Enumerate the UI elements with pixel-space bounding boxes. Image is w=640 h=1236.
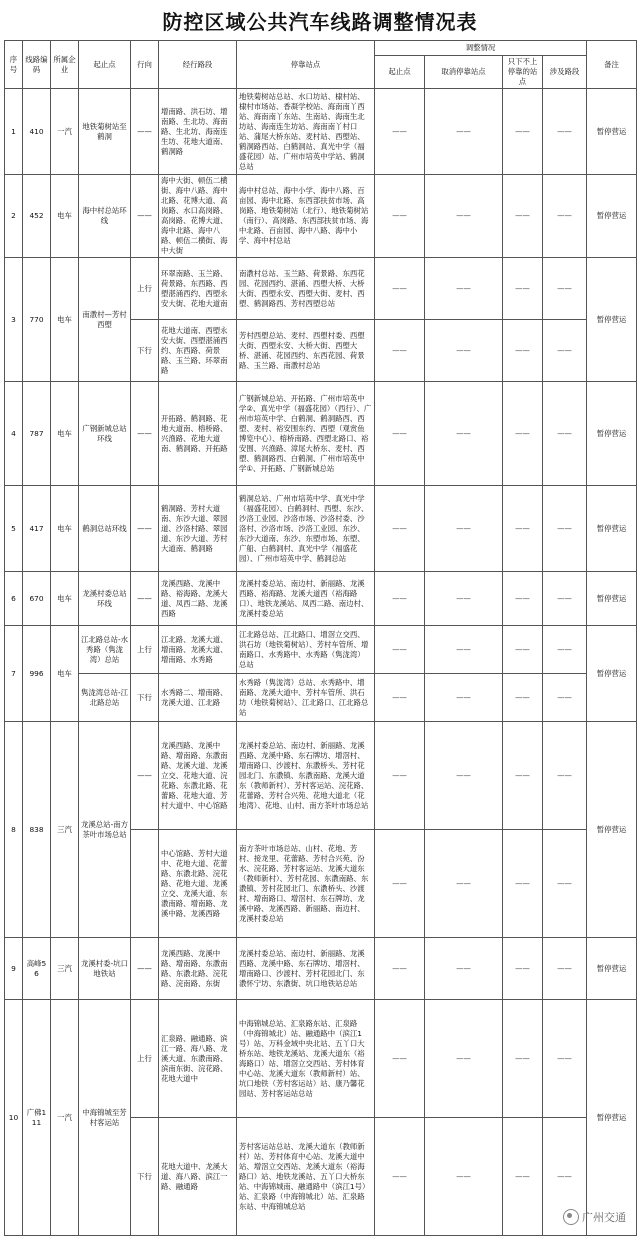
cell-route: 海中大街、顿伍二横街、海中八路、海中北路、花博大道、高岗路、水口高岗路、高岗路、花博大道、海中北路、海中八路、顿伍二横街、海中大街: [159, 175, 237, 258]
cell-adj-start-end: ——: [375, 89, 425, 175]
cell-company: 电车: [51, 572, 79, 626]
cell-code: 996: [23, 626, 51, 722]
cell-code: 787: [23, 382, 51, 486]
cell-company: 电车: [51, 382, 79, 486]
cell-road: ——: [543, 89, 587, 175]
cell-route: 花地大道南、西塱永安大街、西塱湛涌西约、东西路、荷景路、玉兰路、环翠南路: [159, 320, 237, 382]
cell-seq: 1: [5, 89, 23, 175]
cell-board-only: ——: [503, 1118, 543, 1236]
cell-adj-start-end: ——: [375, 320, 425, 382]
table-row: [5, 382, 637, 486]
cell-remark: 暂停营运: [587, 626, 637, 722]
cell-seq: 2: [5, 175, 23, 258]
cell-stops: 芳村客运站总站、龙溪大道东（教师新村）站、芳村体育中心站、龙溪大道中站、增滘立交西站、龙溪大道东（裕海路口）站、地铁龙溪站、五丫口大桥东站、中海锦城南、融通路中（滨江1号）站、汇泉路（中海锦城北）站、汇泉路东站、中海锦城总站: [237, 1118, 375, 1236]
cell-road: ——: [543, 1000, 587, 1118]
cell-company: 一汽: [51, 1000, 79, 1236]
cell-road: ——: [543, 175, 587, 258]
cell-cancel-stops: ——: [425, 626, 503, 674]
cell-board-only: ——: [503, 572, 543, 626]
cell-stops: 龙溪村委总站、南边村、新丽路、龙溪西路、龙溪中路、东石牌坊、增滘村、增南路口、沙渡村、东漖桥头、芳村花园北门、东漖镇、东漖南路、龙溪大道东（教师新村）、芳村客运站、浣花路、花蕾路、芳村合兴苑、花地大道北（花地湾）、花地、山村、南方茶叶市场总站: [237, 722, 375, 830]
cell-direction: ——: [131, 938, 159, 1000]
cell-seq: 8: [5, 722, 23, 938]
cell-stops: 南方茶叶市场总站、山村、花地、芳村、接龙里、花蕾路、芳村合兴苑、汾水、浣花路、芳村客运站、龙溪大道东（教师新村）、芳村花园、东漖南路、东漖镇、芳村花园北门、东漖桥头、沙渡村、增南路口、增滘村、东石牌坊、龙溪中路、龙溪西路、新丽路、南边村、龙溪村委总站: [237, 830, 375, 938]
cell-route: 汇泉路、融通路、滨江一路、海八路、龙溪大道、东漖南路、滨南东街、浣花路、花地大道中: [159, 1000, 237, 1118]
cell-endpoints: 鹤洞总站环线: [79, 486, 131, 572]
cell-direction: 下行: [131, 320, 159, 382]
cell-route: 水秀路二、增南路、龙溪大道、江北路: [159, 674, 237, 722]
cell-direction: ——: [131, 89, 159, 175]
cell-stops: 南漖村总站、玉兰路、荷景路、东西花园、花园西约、湛涌、西塱大桥、大桥大街、西塱永安、西塱大街、麦村、西塱、鹤洞路西、芳村西塱总站: [237, 258, 375, 320]
cell-company: 一汽: [51, 89, 79, 175]
cell-code: 417: [23, 486, 51, 572]
table-row: [5, 258, 637, 320]
header-remark: 备注: [587, 41, 637, 89]
cell-cancel-stops: ——: [425, 722, 503, 830]
cell-seq: 9: [5, 938, 23, 1000]
table-row: [5, 674, 637, 722]
table-row: [5, 722, 637, 830]
cell-remark: 暂停营运: [587, 89, 637, 175]
cell-seq: 6: [5, 572, 23, 626]
cell-code: 410: [23, 89, 51, 175]
cell-cancel-stops: ——: [425, 1000, 503, 1118]
cell-endpoints: 广钢新城总站环线: [79, 382, 131, 486]
cell-stops: 海中村总站、海中小学、海中八路、百亩园、海中北路、东西部扶贫市场、高岗路、地铁菊树站（北行）、地铁菊树站（南行）、高岗路、东西部扶贫市场、海中北路、百亩园、海中八路、海中小学、海中村总站: [237, 175, 375, 258]
route-adjustment-table: [4, 40, 637, 1236]
cell-route: 增南路、洪石坊、增南路、生北坊、海南路、生北坊、海南连生坊、花地大道南、鹤洞路: [159, 89, 237, 175]
cell-remark: 暂停营运: [587, 938, 637, 1000]
table-row: [5, 1000, 637, 1118]
cell-adj-start-end: ——: [375, 572, 425, 626]
cell-remark: 暂停营运: [587, 486, 637, 572]
cell-stops: 芳村西塱总站、麦村、西塱村委、西塱大街、西塱永安、大桥大街、西塱大桥、湛涌、花园西约、东西花园、荷景路、玉兰路、南漖村总站: [237, 320, 375, 382]
cell-route: 龙溪西路、龙溪中路、裕海路、龙溪大道、凤西二路、龙溪西路: [159, 572, 237, 626]
cell-cancel-stops: ——: [425, 572, 503, 626]
cell-seq: 10: [5, 1000, 23, 1236]
cell-remark: 暂停营运: [587, 572, 637, 626]
cell-adj-start-end: ——: [375, 938, 425, 1000]
cell-stops: 地铁菊树站总站、水口坊站、棣村站、棣村市场站、香凝学校站、海南南丫西站、海南南丫东站、生南站、海南生北坊站、海南连生坊站、海南南丫村口站、蒲尾大桥东站、麦村站、西塱站、鹤洞路西站、白鹤洞站、真光中学（福盛花园）站、广州市培英中学站、鹤洞总站: [237, 89, 375, 175]
cell-board-only: ——: [503, 626, 543, 674]
cell-stops: 龙溪村委总站、南边村、新丽路、龙溪西路、裕海路、龙溪大道西（裕海路口）、地铁龙溪站、凤西二路、南边村、龙溪村委总站: [237, 572, 375, 626]
cell-adj-start-end: ——: [375, 258, 425, 320]
cell-direction: 上行: [131, 1000, 159, 1118]
cell-road: ——: [543, 626, 587, 674]
table-row: [5, 626, 637, 674]
header-start-end: 起止点: [79, 41, 131, 89]
cell-route: 江北路、龙溪大道、增南路、龙溪大道、增南路、水秀路: [159, 626, 237, 674]
cell-road: ——: [543, 320, 587, 382]
cell-company: 电车: [51, 626, 79, 722]
cell-road: ——: [543, 938, 587, 1000]
cell-cancel-stops: ——: [425, 1118, 503, 1236]
cell-road: ——: [543, 722, 587, 830]
cell-cancel-stops: ——: [425, 89, 503, 175]
cell-endpoints: 隽泷湾总站-江北路总站: [79, 674, 131, 722]
cell-adj-start-end: ——: [375, 486, 425, 572]
cell-remark: 暂停营运: [587, 1000, 637, 1236]
table-body: [5, 89, 637, 1236]
cell-board-only: ——: [503, 175, 543, 258]
table-row: [5, 486, 637, 572]
cell-board-only: ——: [503, 486, 543, 572]
header-adj-start-end: 起止点: [375, 56, 425, 89]
cell-adj-start-end: ——: [375, 674, 425, 722]
header-company: 所属企业: [51, 41, 79, 89]
cell-code: 高峰56: [23, 938, 51, 1000]
cell-board-only: ——: [503, 89, 543, 175]
cell-adj-start-end: ——: [375, 175, 425, 258]
cell-endpoints: 龙溪村委总站环线: [79, 572, 131, 626]
cell-stops: 龙溪村委总站、南边村、新丽路、龙溪西路、龙溪中路、东石牌坊、增滘村、增南路口、沙渡村、芳村花园北门、东漖怀宁坊、东漖街、坑口地铁站总站: [237, 938, 375, 1000]
cell-remark: 暂停营运: [587, 722, 637, 938]
cell-seq: 3: [5, 258, 23, 382]
cell-adj-start-end: ——: [375, 830, 425, 938]
table-row: [5, 175, 637, 258]
cell-stops: 水秀路（隽泷湾）总站、水秀路中、增南路、龙溪大道中、芳村车管所、洪石坊（地铁菊树站）、江北路口、江北路总站: [237, 674, 375, 722]
cell-cancel-stops: ——: [425, 674, 503, 722]
cell-road: ——: [543, 258, 587, 320]
cell-direction: 下行: [131, 1118, 159, 1236]
header-board-only: 只下不上停靠的站点: [503, 56, 543, 89]
cell-remark: 暂停营运: [587, 258, 637, 382]
cell-stops: 鹤洞总站、广州市培英中学、真光中学（福盛花园）、白鹤洞村、西塱、东沙、沙洛工业园、沙洛市场、沙洛村委、沙洛村、沙洛市场、沙洛工业园、东沙、东沙大道南、东沙、东塱市场、东塱、广船、白鹤洞村、真光中学（福盛花园）、广州市培英中学、鹤洞总站: [237, 486, 375, 572]
table-row: [5, 89, 637, 175]
cell-code: 670: [23, 572, 51, 626]
cell-code: 838: [23, 722, 51, 938]
cell-route: 环翠南路、玉兰路、荷景路、东西路、西塱湛涌西约、西塱永安大街、花地大道南: [159, 258, 237, 320]
cell-board-only: ——: [503, 830, 543, 938]
cell-endpoints: 地铁菊树站至鹤洞: [79, 89, 131, 175]
table-row: [5, 938, 637, 1000]
watermark-text: 广州交通: [582, 1211, 626, 1224]
cell-direction: ——: [131, 382, 159, 486]
cell-cancel-stops: ——: [425, 175, 503, 258]
cell-stops: 中海锦城总站、汇泉路东站、汇泉路（中海锦城北）站、融通路中（滨江1号）站、万科金域中央北站、五丫口大桥东站、地铁龙溪站、龙溪大道东（裕海路口）站、增滘立交西站、芳村体育中心站、龙溪大道东（教师新村）站、坑口地铁（芳村客运站）站、康乃馨花园站、芳村客运站总站: [237, 1000, 375, 1118]
cell-direction: ——: [131, 486, 159, 572]
cell-route: 中心馆路、芳村大道中、花地大道、花蕾路、东漖北路、浣花路、花地大道、龙溪立交、龙溪大道、东漖南路、增南路、龙溪中路、龙溪西路: [159, 830, 237, 938]
cell-endpoints: 龙溪总站-南方茶叶市场总站: [79, 722, 131, 938]
cell-route: 龙溪西路、龙溪中路、增南路、东漖南路、龙溪大道、龙溪立交、花地大道、浣花路、东漖北路、花蕾路、花地大道、芳村大道中、中心馆路: [159, 722, 237, 830]
header-road: 涉及路段: [543, 56, 587, 89]
cell-road: ——: [543, 674, 587, 722]
cell-board-only: ——: [503, 1000, 543, 1118]
header-direction: 行向: [131, 41, 159, 89]
header-seq: 序号: [5, 41, 23, 89]
cell-seq: 5: [5, 486, 23, 572]
cell-road: ——: [543, 382, 587, 486]
watermark: [563, 1209, 626, 1225]
weibo-logo-icon: [563, 1209, 579, 1225]
header-code: 线路编码: [23, 41, 51, 89]
cell-stops: 广钢新城总站、开拓路、广州市培英中学②、真光中学（福盛花园）（西行）、广州市培英中学、白鹤洞、鹤洞路西、西塱、麦村、裕安围东约、西塱（观赏鱼博览中心）、榕桥南路、西塱北路口、裕安围、兴渔路、漳尾大桥东、麦村、西塱、鹤洞路西、白鹤洞、广州市培英中学①、开拓路、广钢新城总站: [237, 382, 375, 486]
cell-route: 花地大道中、龙溪大道、海八路、滨江一路、融通路: [159, 1118, 237, 1236]
cell-cancel-stops: ——: [425, 938, 503, 1000]
cell-company: 电车: [51, 258, 79, 382]
cell-board-only: ——: [503, 382, 543, 486]
cell-endpoints: 中海锦城至芳村客运站: [79, 1000, 131, 1236]
table-row: [5, 572, 637, 626]
header-stops: 停靠站点: [237, 41, 375, 89]
cell-seq: 7: [5, 626, 23, 722]
cell-adj-start-end: ——: [375, 626, 425, 674]
cell-direction: 上行: [131, 626, 159, 674]
cell-company: 三汽: [51, 938, 79, 1000]
cell-route: 开拓路、鹤洞路、花地大道南、榕桥路、兴渔路、花地大道南、鹤洞路、开拓路: [159, 382, 237, 486]
page-title: 防控区域公共汽车线路调整情况表: [162, 9, 478, 34]
header-route: 经行路段: [159, 41, 237, 89]
cell-road: ——: [543, 486, 587, 572]
cell-adj-start-end: ——: [375, 382, 425, 486]
cell-direction: ——: [131, 722, 159, 830]
cell-route: 龙溪西路、龙溪中路、增南路、东漖南路、东漖北路、浣花路、浣南路、东街: [159, 938, 237, 1000]
cell-board-only: ——: [503, 674, 543, 722]
cell-company: 三汽: [51, 722, 79, 938]
cell-board-only: ——: [503, 258, 543, 320]
cell-direction: 下行: [131, 674, 159, 722]
cell-code: 广佛111: [23, 1000, 51, 1236]
cell-seq: 4: [5, 382, 23, 486]
cell-adj-start-end: ——: [375, 1000, 425, 1118]
cell-road: ——: [543, 830, 587, 938]
cell-direction: ——: [131, 175, 159, 258]
cell-board-only: ——: [503, 722, 543, 830]
cell-cancel-stops: ——: [425, 320, 503, 382]
cell-endpoints: 南漖村—芳村西塱: [79, 258, 131, 382]
cell-adj-start-end: ——: [375, 1118, 425, 1236]
cell-route: 鹤洞路、芳村大道南、东沙大道、翠园道、沙洛村路、翠园道、东沙大道、芳村大道南、鹤洞路: [159, 486, 237, 572]
cell-code: 452: [23, 175, 51, 258]
cell-direction: 上行: [131, 258, 159, 320]
cell-code: 770: [23, 258, 51, 382]
cell-cancel-stops: ——: [425, 486, 503, 572]
cell-adj-start-end: ——: [375, 722, 425, 830]
cell-cancel-stops: ——: [425, 830, 503, 938]
cell-company: 电车: [51, 486, 79, 572]
cell-road: ——: [543, 572, 587, 626]
cell-endpoints: 江北路总站-水秀路（隽泷湾）总站: [79, 626, 131, 674]
cell-direction: [131, 830, 159, 938]
cell-remark: 暂停营运: [587, 175, 637, 258]
cell-board-only: ——: [503, 938, 543, 1000]
cell-remark: 暂停营运: [587, 382, 637, 486]
cell-endpoints: 海中村总站环线: [79, 175, 131, 258]
header-cancel-stops: 取消停靠站点: [425, 56, 503, 89]
cell-company: 电车: [51, 175, 79, 258]
cell-road: ——: [543, 1118, 587, 1236]
cell-cancel-stops: ——: [425, 258, 503, 320]
cell-cancel-stops: ——: [425, 382, 503, 486]
cell-endpoints: 龙溪村委-坑口地铁站: [79, 938, 131, 1000]
cell-stops: 江北路总站、江北路口、增滘立交西、洪石坊（地铁菊树站）、芳村车管所、增南路口、水秀路中、水秀路（隽泷湾）总站: [237, 626, 375, 674]
cell-board-only: ——: [503, 320, 543, 382]
header-adjust: 调整情况: [375, 41, 587, 56]
cell-direction: ——: [131, 572, 159, 626]
